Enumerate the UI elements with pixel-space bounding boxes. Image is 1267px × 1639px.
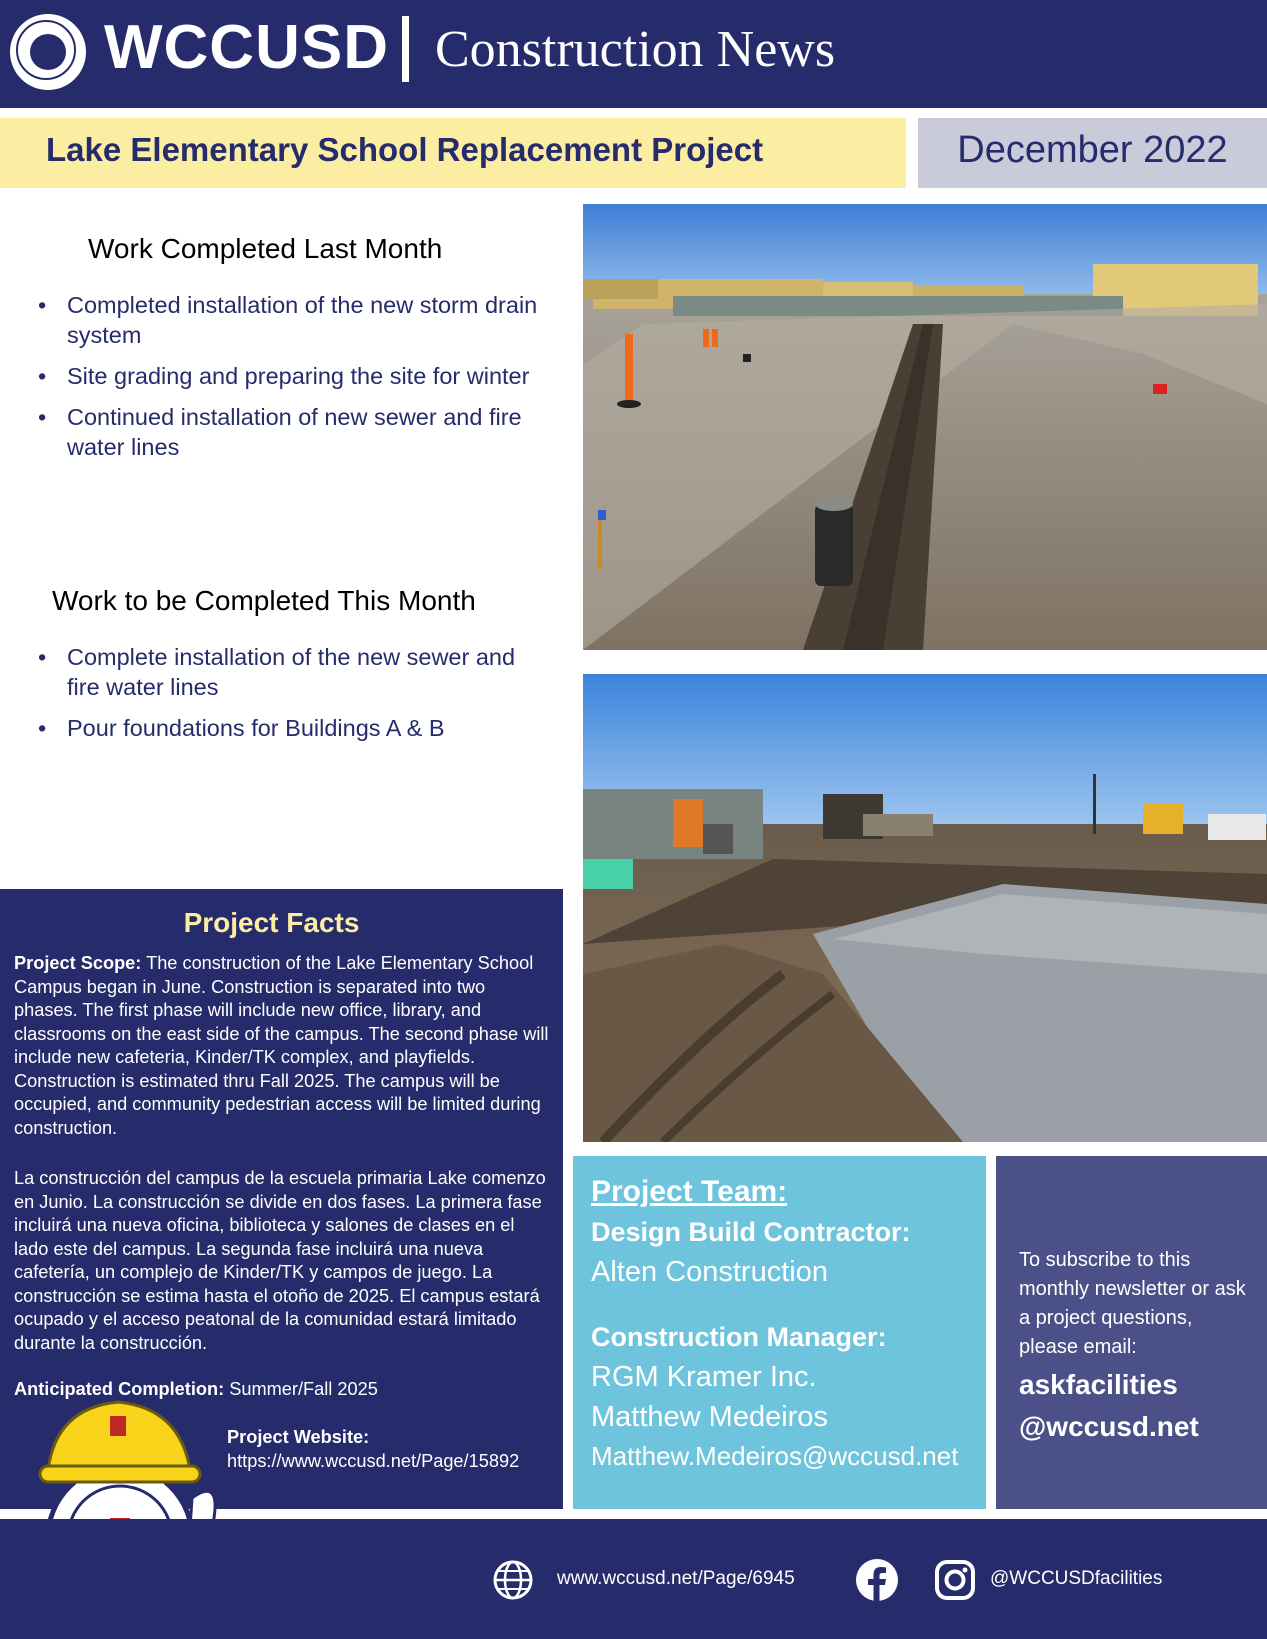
work-upcoming-heading: Work to be Completed This Month [52, 585, 476, 616]
list-item: • Completed installation of the new storm drain system [38, 290, 548, 350]
project-website [227, 1426, 557, 1473]
construction-manager-company: RGM Kramer Inc. [591, 1361, 817, 1393]
project-scope-body: The construction of the Lake Elementary School Campus began in June. Construction is separated into two phases. The first phase will include new office, library, and classrooms on the east side of the campus. The second phase will include new cafeteria, Kinder/TK complex, and playfields. Construction is estimated thru Fall 2025. The campus will be occupied, and community pedestrian access will be limited during construction. [14, 953, 549, 1138]
globe-icon [492, 1559, 534, 1601]
construction-manager-label: Construction Manager: [591, 1322, 887, 1352]
work-upcoming-list [38, 642, 548, 754]
project-scope-text [14, 952, 552, 1140]
construction-manager-person: Matthew Medeiros [591, 1401, 828, 1433]
design-build-contractor-name: Alten Construction [591, 1256, 828, 1288]
website-link[interactable]: https://www.wccusd.net/Page/15892 [227, 1450, 520, 1471]
website-label: Project Website: [227, 1427, 370, 1447]
project-team-title: Project Team: [591, 1175, 788, 1208]
footer-social-handle[interactable]: @WCCUSDfacilities [990, 1568, 1163, 1589]
project-title: Lake Elementary School Replacement Project [46, 131, 764, 168]
issue-date: December 2022 [957, 129, 1228, 171]
district-seal-icon [10, 14, 86, 90]
list-item: • Pour foundations for Buildings A & B [38, 713, 548, 743]
project-facts-title: Project Facts [183, 907, 360, 938]
list-item: • Continued installation of new sewer and fire water lines [38, 402, 548, 462]
header-divider [402, 16, 409, 82]
design-build-contractor-label: Design Build Contractor: [591, 1217, 911, 1247]
facebook-icon[interactable] [855, 1558, 899, 1602]
instagram-icon[interactable] [933, 1558, 977, 1602]
work-completed-heading: Work Completed Last Month [88, 233, 443, 264]
site-photo-grading [583, 674, 1267, 1142]
project-scope-label: Project Scope: [14, 953, 142, 973]
completion-label: Anticipated Completion: [14, 1379, 225, 1399]
brand-name: WCCUSD [104, 13, 389, 82]
work-completed-list [38, 290, 548, 473]
construction-manager-email[interactable]: Matthew.Medeiros@wccusd.net [591, 1441, 959, 1471]
list-item: • Complete installation of the new sewer and fire water lines [38, 642, 548, 702]
list-item: • Site grading and preparing the site for winter [38, 361, 548, 391]
project-scope-spanish: La construcción del campus de la escuela primaria Lake comenzo en Junio. La construcción se divide en dos fases. La primera fase incluirá una nueva oficina, biblioteca y salones de clases en el lado este del campus. La segunda fase incluirá una nueva cafetería, un complejo de Kinder/TK y campos de juego. La construcción se estima hasta el otoño de 2025. El campus estará ocupado y el acceso peatonal de la comunidad estará limitado durante la construcción. [14, 1168, 546, 1353]
subscribe-text: To subscribe to this monthly newsletter or ask a project questions, please email: [1019, 1249, 1246, 1358]
completion-value: Summer/Fall 2025 [224, 1379, 378, 1399]
site-photo-storm-drain [583, 204, 1267, 650]
footer-website-link[interactable]: www.wccusd.net/Page/6945 [557, 1568, 795, 1589]
publication-title: Construction News [435, 21, 836, 78]
subscribe-email-line1[interactable]: askfacilities [1019, 1369, 1178, 1400]
subscribe-email-line2[interactable]: @wccusd.net [1019, 1411, 1199, 1442]
